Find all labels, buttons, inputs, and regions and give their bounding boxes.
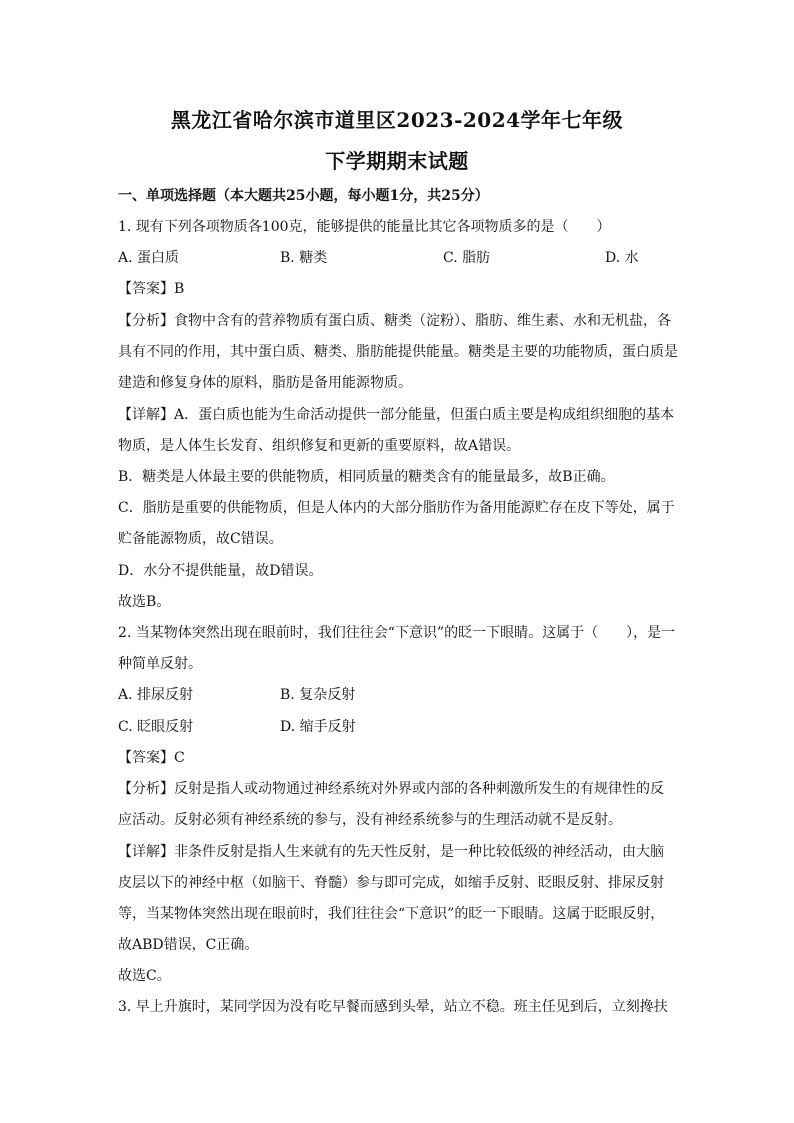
document-title-line1: 黑龙江省哈尔滨市道里区2023-2024学年七年级 — [170, 108, 624, 132]
question-2-stem: 种简单反射。 — [118, 656, 202, 672]
q2-detail-line: 【详解】非条件反射是指人生来就有的先天性反射，是一种比较低级的神经活动，由大脑 — [118, 844, 664, 860]
q1-option-d: D. 水 — [605, 250, 639, 266]
q1-detail-line: D．水分不提供能量，故D错误。 — [118, 563, 323, 579]
q2-answer: 【答案】C — [118, 750, 185, 766]
question-2-stem: 2. 当某物体突然出现在眼前时，我们往往会“下意识”的眨一下眼睛。这属于（ ），是一 — [118, 625, 676, 641]
q2-option-d: D. 缩手反射 — [280, 719, 356, 735]
q1-analysis-line: 【分析】食物中含有的营养物质有蛋白质、糖类（淀粉）、脂肪、维生素、水和无机盐，各 — [118, 313, 671, 329]
document-title-line2: 下学期期末试题 — [325, 149, 469, 173]
q2-detail-line: 等，当某物体突然出现在眼前时，我们往往会“下意识”的眨一下眼睛。这属于眨眼反射， — [118, 906, 665, 922]
q1-detail-line: 贮备能源物质，故C错误。 — [118, 531, 283, 547]
q1-detail-line: C．脂肪是重要的供能物质，但是人体内的大部分脂肪作为备用能源贮存在皮下等处，属于 — [118, 500, 675, 516]
q1-analysis-line: 具有不同的作用，其中蛋白质、糖类、脂肪能提供能量。糖类是主要的功能物质，蛋白质是 — [118, 344, 678, 360]
q2-analysis-line: 【分析】反射是指人或动物通过神经系统对外界或内部的各种刺激所发生的有规律性的反 — [118, 781, 664, 797]
q1-detail-line: 物质，是人体生长发育、组织修复和更新的重要原料，故A错误。 — [118, 438, 521, 454]
q2-detail-line: 皮层以下的神经中枢（如脑干、脊髓）参与即可完成，如缩手反射、眨眼反射、排尿反射 — [118, 875, 664, 891]
q1-option-c: C. 脂肪 — [443, 250, 491, 266]
question-3-stem: 3. 早上升旗时，某同学因为没有吃早餐而感到头晕，站立不稳。班主任见到后，立刻搀扶 — [118, 999, 668, 1015]
q1-option-b: B. 糖类 — [280, 250, 328, 266]
question-1-stem: 1. 现有下列各项物质各100克，能够提供的能量比其它各项物质多的是（ ） — [118, 219, 611, 235]
q2-option-b: B. 复杂反射 — [280, 687, 356, 703]
section-heading: 一、单项选择题（本大题共25小题，每小题1分，共25分） — [118, 188, 489, 204]
q1-answer: 【答案】B — [118, 281, 185, 297]
q1-analysis-line: 建造和修复身体的原料，脂肪是备用能源物质。 — [118, 375, 412, 391]
q1-conclusion: 故选B。 — [118, 594, 171, 610]
q2-detail-line: 故ABD错误，C正确。 — [118, 937, 259, 953]
q1-detail-line: 【详解】A．蛋白质也能为生命活动提供一部分能量，但蛋白质主要是构成组织细胞的基本 — [118, 407, 675, 423]
q1-detail-line: B．糖类是人体最主要的供能物质，相同质量的糖类含有的能量最多，故B正确。 — [118, 469, 615, 485]
q2-conclusion: 故选C。 — [118, 968, 171, 984]
q2-option-a: A. 排尿反射 — [118, 687, 194, 703]
q1-option-a: A. 蛋白质 — [118, 250, 180, 266]
q2-option-c: C. 眨眼反射 — [118, 719, 194, 735]
q2-analysis-line: 应活动。反射必须有神经系统的参与，没有神经系统参与的生理活动就不是反射。 — [118, 812, 622, 828]
